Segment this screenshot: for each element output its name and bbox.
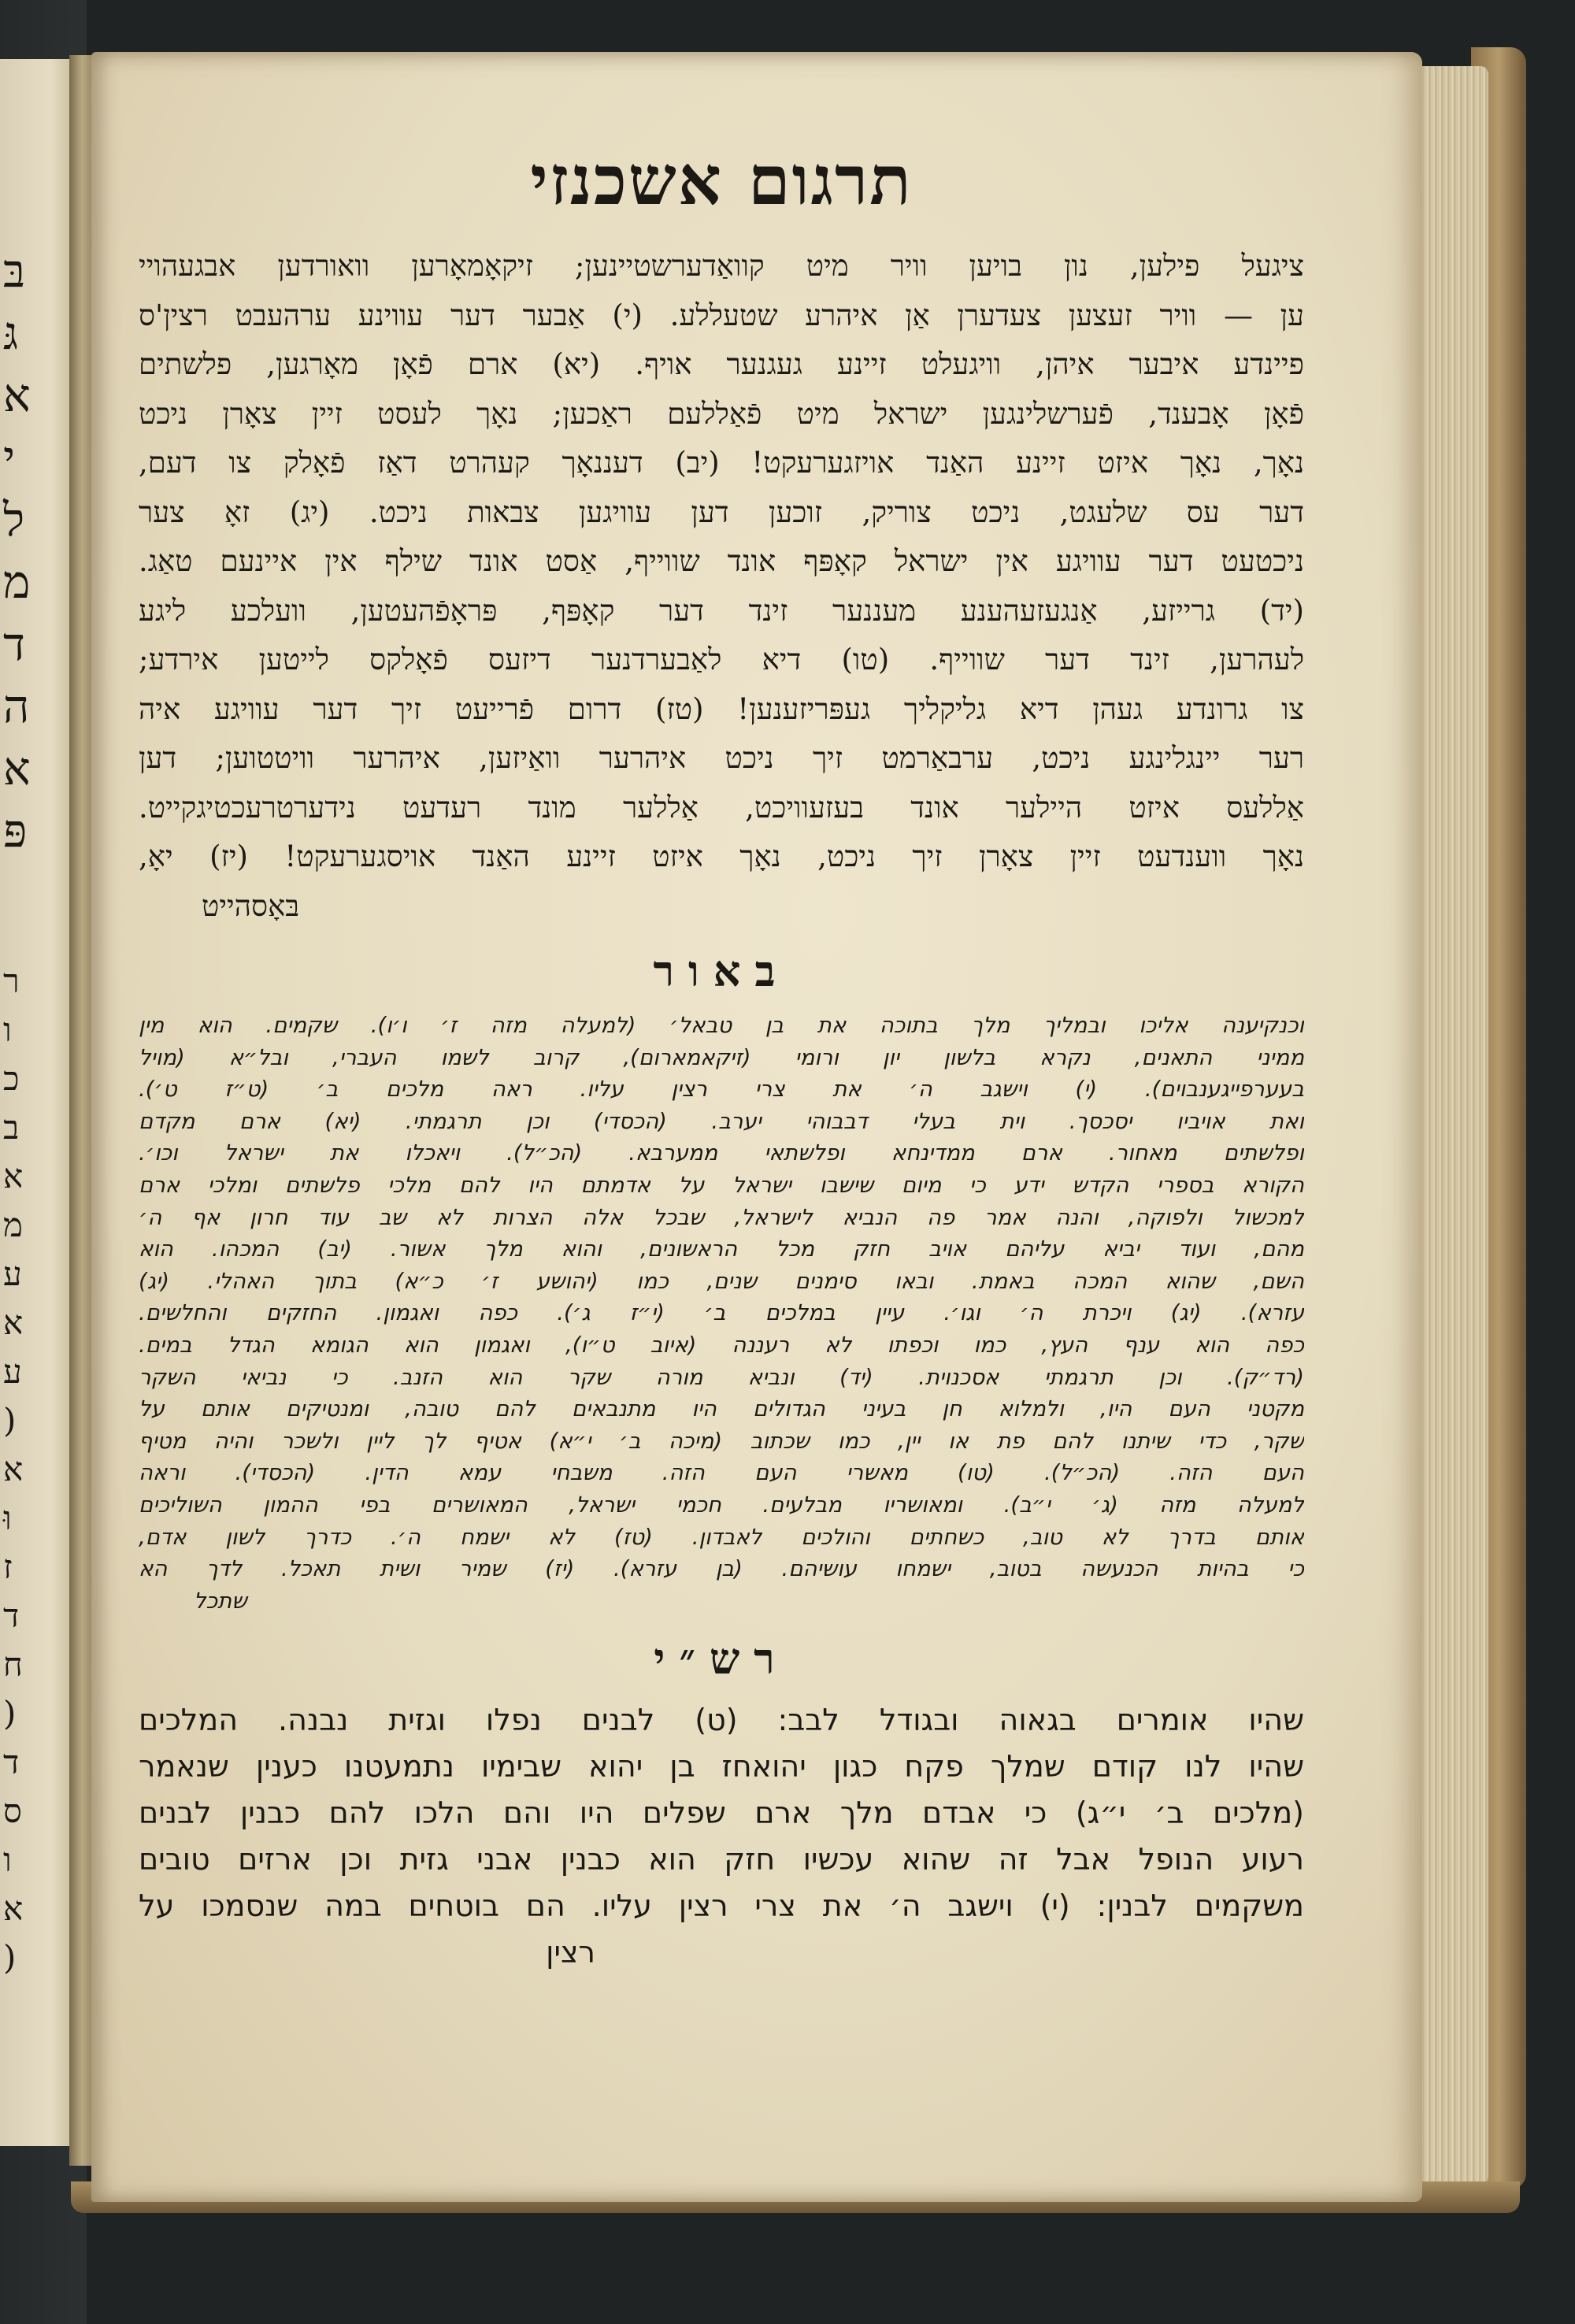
yiddish-line-catchword: בּאָסהייט: [202, 888, 300, 923]
left-page-glyph: (: [3, 1694, 17, 1733]
biur-line: כי בהיות הכנעשה בטוב, ישמחו עושיהם. (בן עזרא). (יז) שמיר ושית תאכל. לדך הא: [139, 1556, 1304, 1582]
left-page-glyph: (: [3, 1401, 17, 1440]
biur-line: העם הזה. (הכ״ל). (טו) מאשרי העם הזה. משבחי עמא הדין. (הכסדי). וראה: [139, 1460, 1304, 1486]
biur-line: כפה הוא ענף העץ, כמו וכפתו לא רעננה (איוב ט״ו), ואגמון הוא הגומא הגדל במים.: [139, 1332, 1304, 1358]
left-page-glyph: ע: [3, 1255, 22, 1293]
yiddish-line: אַללעס איזט היילער אונד בעזעוויכט, אַללער מונד רעדעט נידערטרעכטיגקייט.: [139, 790, 1304, 825]
biur-line: וכנקיענה אליכו ובמליך מלך בתוכה את בן טבאל׳ (למעלה מזה ז׳ ו׳ו). שקמים. הוא מין: [139, 1013, 1304, 1038]
yiddish-translation-block: [139, 242, 1304, 931]
left-page-glyph: כ: [3, 1059, 20, 1098]
yiddish-line: דער עס שלעגט, ניכט צוריק, זוכען דען עוויגען צבאות ניכט. (יג) זאָ צער: [139, 495, 1304, 529]
left-page-glyph: מ: [3, 555, 31, 609]
rashi-line: שהיו אומרים בגאוה ובגודל לבב: (ט) לבנים נפלו וגזית נבנה. המלכים: [139, 1703, 1304, 1738]
left-page-glyph: ז: [3, 1547, 13, 1586]
page-title: תרגום אשכנזי: [530, 141, 913, 221]
yiddish-line: צו גרונדע געהן דיא גליקליך געפּריזענען! (טז) דרום פֿרייעט זיך דער עוויגע איה: [139, 691, 1304, 726]
biur-line: מקטני העם היו, ולמלוא חן בעיני הגדולים היו מתנבאים להם טובה, ומנטיקים אותם על: [139, 1396, 1304, 1422]
yiddish-line: ען — וויר זעצען צעדערן אַן איהרע שטעללע. (י) אַבער דער עווינע ערהעבט רצין'ס: [139, 298, 1304, 332]
left-page-glyph: ב: [3, 1108, 20, 1147]
biur-line: ממיני התאנים, נקרא בלשון יון ורומי (זיקאמארום), קרוב לשמו העברי, ובל״א (מויל: [139, 1044, 1304, 1070]
biur-line: ופלשתים מאחור. ארם ממדינחא ופלשתאי ממערבא. (הכ״ל). ויאכלו את ישראל וכו׳.: [139, 1140, 1304, 1166]
left-facing-page: [0, 59, 75, 2146]
yiddish-line: לעהרען, זינד דער שווייף. (טו) דיא לאַבערדנער דיזעס פֿאָלקס לייטען אירדע;: [139, 643, 1304, 676]
left-page-glyph: ד: [3, 617, 25, 671]
yiddish-line: נאָך, נאָך איזט זיינע האַנד אויזגערעקט! (יב) דעננאָך קעהרט דאַז פֿאָלק צו דעם,: [139, 446, 1304, 480]
yiddish-line: ניכטעט דער עוויגע אין ישראל קאָפּף אונד שווייף, אַסט אונד שילף אין איינעם טאַג.: [139, 544, 1304, 578]
biur-commentary-block: [139, 1010, 1304, 1617]
biur-line: השם, שהוא המכה באמת. ובאו סימנים שנים, כמו (יהושע ז׳ כ״א) בתוך האהלי. (יג): [139, 1268, 1304, 1294]
left-page-glyph: פּ: [3, 804, 28, 858]
biur-line: מהם, ועוד יביא עליהם אויב חזק מכל הראשונים, והוא מלך אשור. (יב) המכהו. הוא: [139, 1236, 1304, 1262]
left-page-glyph: א: [3, 1889, 24, 1928]
biur-line: שקר, כדי שיתנו להם פת או יין, כמו שכתוב (מיכה ב׳ י״א) אטיף לך ליין ולשכר והיה מטיף: [139, 1428, 1304, 1454]
left-page-glyph: (: [3, 1938, 17, 1977]
left-page-glyph: ד: [3, 1596, 20, 1635]
left-page-glyph: ע: [3, 1352, 22, 1391]
rashi-heading: רש״י: [654, 1633, 789, 1685]
left-page-lower-column: [3, 957, 69, 1982]
left-page-glyph: א: [3, 369, 31, 422]
yiddish-line: נאָך ווענדעט זיין צאָרן זיך ניכט, נאָך איזט זיינע האַנד אויסגערעקט! (יז) יאָ,: [139, 840, 1304, 873]
yiddish-line: פיינדע איבער איהן, וויגעלט זיינע געגנער אויף. (יא) ארם פֿאָן מאָרגען, פלשתים: [139, 347, 1304, 381]
left-page-glyph: ר: [3, 962, 20, 1000]
rashi-line: שהיו לנו קודם שמלך פקח כגון יהואחז בן יהוא שבימיו נתמעטנו כענין שנאמר: [139, 1749, 1304, 1785]
rashi-line-last: רצין: [546, 1935, 595, 1970]
left-page-glyph: א: [3, 742, 31, 795]
left-page-glyph: ו: [3, 1840, 12, 1879]
left-page-glyph: מ: [3, 1206, 23, 1244]
left-page-text: [3, 240, 69, 1982]
rashi-commentary-block: [139, 1697, 1304, 1976]
left-page-glyph: ד: [3, 1743, 20, 1781]
rashi-line: (מלכים ב׳ י״ג) כי אבדם מלך ארם שפלים היו והם הלכו להם כבנין לבנים: [139, 1796, 1304, 1831]
biur-line: (רד״ק). וכן תרגמתי אסכנוית. (יד) ונביא מורה שקר הוא הזנב. כי נביאי השקר: [139, 1364, 1304, 1390]
biur-line: למעלה מזה (ג׳ י״ב). ומאושריו מבלעים. חכמי ישראל, המאושרים בפי ההמון השוליכים: [139, 1492, 1304, 1518]
yiddish-line: רער יינגלינגע ניכט, ערבאַרמט זיך ניכט איהרער וואַיזען, איהרער וויטטוען; דען: [139, 741, 1304, 775]
page-content: [139, 138, 1304, 1976]
yiddish-line: ציגעל פילען, נון בויען וויר מיט קוואַדערשטיינען; זיקאָמאָרען וואורדען אבגעהויי: [139, 249, 1304, 283]
left-page-glyph: גּ: [3, 306, 19, 360]
left-page-glyph: ח: [3, 1645, 23, 1684]
left-page-glyph: א: [3, 1303, 24, 1342]
left-page-glyph: ל: [3, 493, 25, 547]
left-page-glyph: בּ: [3, 244, 25, 298]
yiddish-line: (יד) גרייזע, אַנגעזעהענע מעננער זינד דער קאָפּף, פּראָפֿהעטען, וועלכע ליגע: [139, 593, 1304, 628]
biur-line: ואת אויביו יסכסך. וית בעלי דבבוהי יערב. (הכסדי) וכן תרגמתי. (יא) ארם מקדם: [139, 1108, 1304, 1134]
biur-line: בעערפייגענבוים). (י) וישגב ה׳ את צרי רצין עליו. ראה מלכים ב׳ (ט״ז ט׳).: [139, 1077, 1304, 1103]
biur-line-catchword: שתכל: [194, 1588, 247, 1614]
biur-line: הקורא בספרי הקדש ידע כי מיום שישבו ישראל על אדמתם היו להם מלכי פלשתים ומלכי ארם: [139, 1172, 1304, 1198]
rashi-line: משקמים לבנין: (י) וישגב ה׳ את צרי רצין עליו. הם בוטחים במה שנסמכו על: [139, 1888, 1304, 1924]
left-page-glyph: וּ: [3, 1499, 12, 1537]
left-page-glyph: ו: [3, 1010, 12, 1049]
biur-line: עזרא). (יג) ויכרת ה׳ וגו׳. עיין במלכים ב׳ (י״ז ג׳). כפה ואגמון. החזקים והחלשים.: [139, 1300, 1304, 1326]
left-page-glyph: ה: [3, 680, 30, 733]
left-page-glyph: י: [3, 431, 16, 484]
left-page-glyph: א: [3, 1157, 24, 1195]
rashi-line: רעוע הנופל אבל זה שהוא עכשיו חזק הוא כבנין אבני גזית וכן ארזים טובים: [139, 1842, 1304, 1877]
left-page-glyph: א: [3, 1450, 24, 1488]
biur-line: למכשול ולפוקה, והנה אמר פה הנביא לישראל, שבכל אלה הצרות לא שב עוד חרון אף ה׳: [139, 1204, 1304, 1230]
biur-line: אותם בדרך לא טוב, כשחתים והולכים לאבדון. (טז) לא ישמח ה׳. כדרך לשון אדם,: [139, 1524, 1304, 1550]
yiddish-line: פֿאָן אָבענד, פֿערשלינגען ישראל מיט פֿאַללעם ראַכען; נאָך לעסט זיין צאָרן ניכט: [139, 396, 1304, 431]
biur-heading: באור: [653, 946, 790, 996]
left-page-glyph: ס: [3, 1792, 22, 1830]
